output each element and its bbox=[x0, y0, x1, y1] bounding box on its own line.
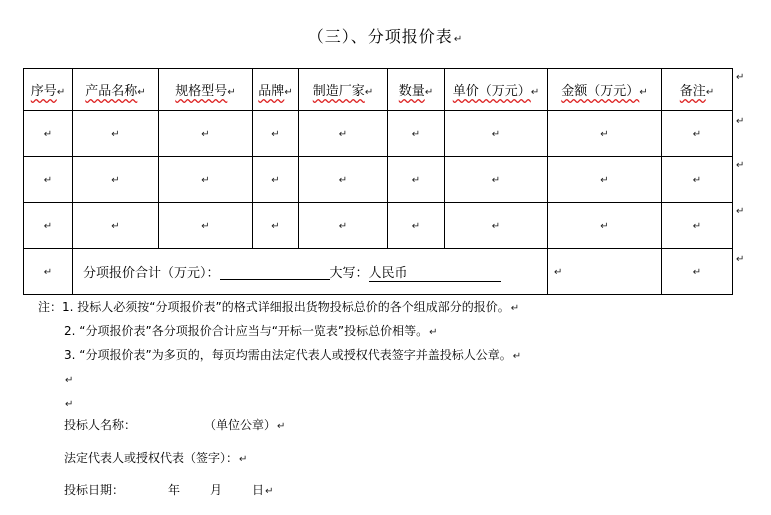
table-body bbox=[24, 111, 733, 295]
column-header-label: 金额（万元） bbox=[561, 84, 640, 99]
total-row bbox=[24, 249, 733, 295]
table-row bbox=[24, 203, 733, 249]
seal-hint: （单位公章） bbox=[204, 418, 277, 432]
return-mark-icon: ↵ bbox=[491, 175, 501, 186]
return-mark-icon: ↵ bbox=[692, 221, 702, 232]
return-mark-icon: ↵ bbox=[239, 454, 248, 465]
column-header-label: 品牌 bbox=[258, 84, 285, 99]
table-header-row bbox=[24, 69, 733, 111]
column-header-label: 序号 bbox=[30, 84, 57, 99]
table-cell[interactable] bbox=[253, 111, 299, 157]
return-mark-icon: ↵ bbox=[65, 399, 74, 410]
table-cell[interactable] bbox=[159, 157, 253, 203]
return-mark-icon: ↵ bbox=[227, 87, 236, 98]
return-mark-icon: ↵ bbox=[43, 221, 53, 232]
note-text: 3. “分项报价表”为多页的，每页均需由法定代表人或授权代表签字并盖投标人公章。 bbox=[64, 348, 512, 362]
return-mark-icon: ↵ bbox=[338, 221, 348, 232]
column-header-label: 制造厂家 bbox=[312, 84, 365, 99]
empty-paragraph bbox=[38, 392, 521, 416]
table-cell[interactable] bbox=[159, 203, 253, 249]
table-cell[interactable] bbox=[445, 203, 548, 249]
note-item bbox=[38, 296, 521, 320]
return-mark-icon: ↵ bbox=[692, 175, 702, 186]
return-mark-icon: ↵ bbox=[201, 175, 210, 186]
return-mark-icon: ↵ bbox=[424, 87, 434, 98]
table-cell[interactable] bbox=[299, 111, 388, 157]
table-cell[interactable] bbox=[445, 111, 548, 157]
return-mark-icon: ↵ bbox=[271, 221, 280, 232]
total-cell bbox=[73, 249, 548, 295]
table-cell[interactable] bbox=[388, 157, 445, 203]
column-header bbox=[159, 69, 253, 111]
table-cell[interactable] bbox=[73, 203, 159, 249]
legal-rep-line bbox=[64, 449, 247, 466]
table-row bbox=[24, 111, 733, 157]
return-mark-icon: ↵ bbox=[530, 87, 540, 98]
capital-label: 大写： bbox=[329, 265, 369, 281]
return-mark-icon: ↵ bbox=[338, 129, 348, 140]
table-cell[interactable] bbox=[24, 157, 73, 203]
total-blank-field[interactable] bbox=[220, 265, 330, 280]
column-header bbox=[73, 69, 159, 111]
return-mark-icon: ↵ bbox=[554, 267, 563, 278]
return-mark-icon: ↵ bbox=[600, 221, 609, 232]
return-mark-icon: ↵ bbox=[277, 421, 286, 432]
quote-table bbox=[23, 68, 733, 295]
return-mark-icon: ↵ bbox=[411, 129, 421, 140]
return-mark-icon: ↵ bbox=[271, 129, 280, 140]
date-month: 月 bbox=[210, 483, 223, 497]
return-mark-icon: ↵ bbox=[491, 129, 501, 140]
capital-value: 人民币 bbox=[368, 265, 408, 281]
table-cell[interactable] bbox=[662, 203, 733, 249]
date-day: 日 bbox=[252, 483, 265, 497]
return-mark-icon: ↵ bbox=[265, 486, 274, 497]
notes-block bbox=[38, 296, 521, 416]
table-cell[interactable] bbox=[445, 157, 548, 203]
return-mark-icon: ↵ bbox=[137, 87, 146, 98]
table-cell[interactable] bbox=[24, 203, 73, 249]
column-header-label: 单价（万元） bbox=[452, 84, 531, 99]
return-mark-icon: ↵ bbox=[364, 87, 374, 98]
date-label: 投标日期： bbox=[64, 483, 125, 497]
note-text: 1. 投标人必须按“分项报价表”的格式详细报出货物投标总价的各个组成部分的报价。 bbox=[62, 300, 510, 314]
bidder-name-line bbox=[64, 416, 285, 433]
return-mark-icon: ↵ bbox=[56, 87, 66, 98]
table-cell[interactable] bbox=[299, 203, 388, 249]
total-label: 分项报价合计（万元）： bbox=[83, 265, 220, 281]
return-mark-icon: ↵ bbox=[411, 221, 421, 232]
capital-field[interactable] bbox=[369, 262, 501, 282]
table-cell[interactable] bbox=[299, 157, 388, 203]
return-mark-icon: ↵ bbox=[111, 129, 120, 140]
table-cell[interactable] bbox=[253, 157, 299, 203]
table-cell[interactable] bbox=[662, 111, 733, 157]
date-year: 年 bbox=[168, 483, 181, 497]
table-cell[interactable] bbox=[24, 111, 73, 157]
column-header bbox=[388, 69, 445, 111]
return-mark-icon: ↵ bbox=[429, 327, 438, 338]
table-cell[interactable] bbox=[548, 157, 662, 203]
legal-rep-label: 法定代表人或授权代表（签字）： bbox=[64, 451, 239, 465]
return-mark-icon: ↵ bbox=[736, 72, 745, 83]
return-mark-icon: ↵ bbox=[453, 34, 464, 45]
page-title-text: （三）、分项报价表 bbox=[307, 27, 453, 46]
return-mark-icon: ↵ bbox=[43, 175, 53, 186]
return-mark-icon: ↵ bbox=[600, 175, 609, 186]
table-cell[interactable] bbox=[662, 157, 733, 203]
table-cell[interactable] bbox=[73, 111, 159, 157]
return-mark-icon: ↵ bbox=[705, 87, 715, 98]
column-header-label: 备注 bbox=[679, 84, 706, 99]
return-mark-icon: ↵ bbox=[512, 351, 522, 362]
return-mark-icon: ↵ bbox=[491, 221, 501, 232]
bid-date-line bbox=[64, 481, 273, 498]
note-item bbox=[38, 344, 521, 368]
return-mark-icon: ↵ bbox=[736, 160, 745, 171]
return-mark-icon: ↵ bbox=[736, 254, 745, 265]
return-mark-icon: ↵ bbox=[201, 221, 210, 232]
column-header bbox=[24, 69, 73, 111]
column-header bbox=[662, 69, 733, 111]
table-cell[interactable] bbox=[253, 203, 299, 249]
column-header-label: 数量 bbox=[398, 84, 425, 99]
return-mark-icon: ↵ bbox=[736, 116, 745, 127]
return-mark-icon: ↵ bbox=[338, 175, 348, 186]
note-item bbox=[38, 320, 521, 344]
column-header-label: 产品名称 bbox=[85, 84, 138, 99]
return-mark-icon: ↵ bbox=[65, 375, 74, 386]
return-mark-icon: ↵ bbox=[111, 175, 120, 186]
column-header bbox=[445, 69, 548, 111]
table-cell[interactable] bbox=[662, 249, 733, 295]
table-cell[interactable] bbox=[548, 111, 662, 157]
return-mark-icon: ↵ bbox=[600, 129, 609, 140]
return-mark-icon: ↵ bbox=[111, 221, 120, 232]
return-mark-icon: ↵ bbox=[692, 129, 702, 140]
column-header bbox=[299, 69, 388, 111]
return-mark-icon: ↵ bbox=[201, 129, 210, 140]
table-cell[interactable] bbox=[548, 203, 662, 249]
return-mark-icon: ↵ bbox=[284, 87, 293, 98]
table-cell[interactable] bbox=[388, 111, 445, 157]
return-mark-icon: ↵ bbox=[736, 206, 745, 217]
empty-paragraph bbox=[38, 368, 521, 392]
return-mark-icon: ↵ bbox=[271, 175, 280, 186]
column-header-label: 规格型号 bbox=[175, 84, 228, 99]
return-mark-icon: ↵ bbox=[510, 303, 520, 314]
column-header bbox=[548, 69, 662, 111]
table-row bbox=[24, 157, 733, 203]
table-cell[interactable] bbox=[24, 249, 73, 295]
table-cell[interactable] bbox=[73, 157, 159, 203]
table-cell[interactable] bbox=[388, 203, 445, 249]
return-mark-icon: ↵ bbox=[43, 267, 53, 278]
page-title bbox=[0, 24, 771, 47]
return-mark-icon: ↵ bbox=[692, 267, 702, 278]
bidder-name-label: 投标人名称： bbox=[64, 418, 137, 432]
return-mark-icon: ↵ bbox=[639, 87, 648, 98]
column-header bbox=[253, 69, 299, 111]
table-cell[interactable] bbox=[548, 249, 662, 295]
return-mark-icon: ↵ bbox=[43, 129, 53, 140]
note-text: 2. “分项报价表”各分项报价合计应当与“开标一览表”投标总价相等。 bbox=[64, 324, 429, 338]
table-cell[interactable] bbox=[159, 111, 253, 157]
return-mark-icon: ↵ bbox=[411, 175, 421, 186]
notes-prefix: 注： bbox=[38, 300, 63, 314]
